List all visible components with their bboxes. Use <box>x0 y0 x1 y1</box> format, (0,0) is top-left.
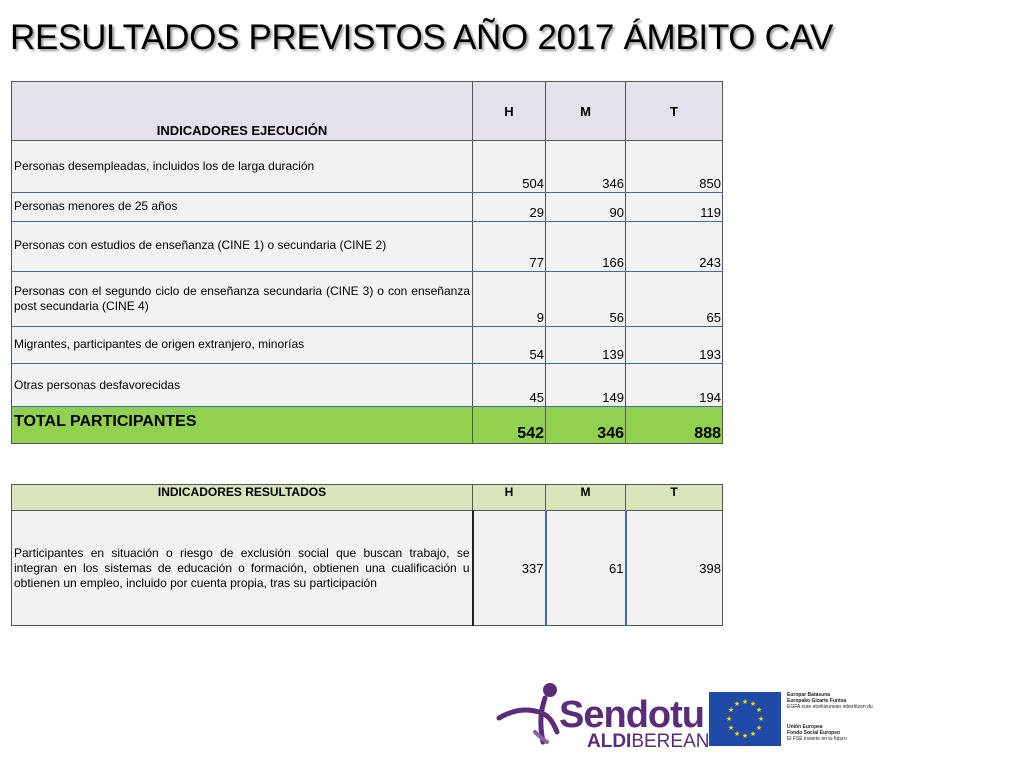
table-header-row <box>12 485 723 511</box>
svg-text:★: ★ <box>757 715 765 723</box>
row-label: Migrantes, participantes de origen extranjero, minorías <box>12 327 473 364</box>
row-label: Personas con el segundo ciclo de enseñanza secundaria (CINE 3) o con enseñanza post secundaria (CINE 4) <box>12 272 473 327</box>
row-h: 54 <box>473 327 546 364</box>
row-label: Personas menores de 25 años <box>12 193 473 222</box>
row-t: 850 <box>626 141 723 193</box>
header-h: H <box>473 82 546 141</box>
eu-line4: Unión Europea <box>787 724 823 730</box>
row-m: 90 <box>546 193 626 222</box>
row-m: 56 <box>546 272 626 327</box>
svg-text:★: ★ <box>727 724 735 732</box>
row-label: Personas desempleadas, incluidos los de larga duración <box>12 141 473 193</box>
svg-text:★: ★ <box>741 732 749 740</box>
svg-text:★: ★ <box>733 700 741 708</box>
svg-text:★: ★ <box>727 706 735 714</box>
header-t: T <box>626 82 723 141</box>
svg-text:★: ★ <box>733 730 741 738</box>
svg-text:★: ★ <box>741 698 749 706</box>
total-row <box>12 407 723 444</box>
svg-text:★: ★ <box>755 724 763 732</box>
row-t: 194 <box>626 364 723 407</box>
eu-fund-text <box>787 692 877 742</box>
row-m: 61 <box>546 511 626 626</box>
page-title: RESULTADOS PREVISTOS AÑO 2017 ÁMBITO CAV <box>10 18 834 57</box>
table-row <box>12 193 723 222</box>
row-label: Participantes en situación o riesgo de exclusión social que buscan trabajo, se integran en los sistemas de educación o formación, obtienen una cualificación u obtienen un empleo, incluido por cuenta propia, tras su participación <box>12 511 473 626</box>
svg-text:★: ★ <box>755 706 763 714</box>
table-row <box>12 222 723 272</box>
row-h: 45 <box>473 364 546 407</box>
total-label: TOTAL PARTICIPANTES <box>12 407 473 444</box>
row-m: 149 <box>546 364 626 407</box>
header-m: M <box>546 485 626 511</box>
table-row <box>12 364 723 407</box>
row-h: 504 <box>473 141 546 193</box>
row-t: 193 <box>626 327 723 364</box>
row-t: 65 <box>626 272 723 327</box>
sendotu-logo-text: Sendotu <box>559 694 704 736</box>
row-h: 9 <box>473 272 546 327</box>
svg-text:★: ★ <box>749 730 757 738</box>
row-t: 243 <box>626 222 723 272</box>
total-t: 888 <box>626 407 723 444</box>
eu-line2: Europako Gizarte Funtsa <box>787 698 847 704</box>
sendotu-sub-berean: BEREAN <box>631 731 710 752</box>
header-indicators-label: INDICADORES EJECUCIÓN <box>12 82 473 141</box>
sendotu-figure-icon <box>495 680 565 750</box>
table-row <box>12 327 723 364</box>
svg-text:★: ★ <box>749 700 757 708</box>
eu-line5: Fondo Social Europeo <box>787 730 841 736</box>
row-m: 166 <box>546 222 626 272</box>
table-row <box>12 511 723 626</box>
eu-line6: El FSE invierte en tu futuro <box>787 736 847 742</box>
total-m: 346 <box>546 407 626 444</box>
result-indicators-table <box>11 484 723 626</box>
sendotu-logo-subtext <box>587 732 709 752</box>
eu-line1: Europar Batasuna <box>787 692 831 698</box>
table-header-row <box>12 82 723 141</box>
row-label: Personas con estudios de enseñanza (CINE 1) o secundaria (CINE 2) <box>12 222 473 272</box>
row-label: Otras personas desfavorecidas <box>12 364 473 407</box>
row-h: 337 <box>473 511 546 626</box>
footer-logos <box>495 680 875 760</box>
row-h: 77 <box>473 222 546 272</box>
header-h: H <box>473 485 546 511</box>
header-t: T <box>626 485 723 511</box>
total-h: 542 <box>473 407 546 444</box>
sendotu-sub-aldi: ALDI <box>587 731 632 752</box>
header-indicators-label: INDICADORES RESULTADOS <box>12 485 473 511</box>
eu-flag-icon <box>709 692 781 746</box>
table-row <box>12 141 723 193</box>
eu-line3: EGFA zure etorkizunean inbertitzen du <box>787 704 873 710</box>
table-row <box>12 272 723 327</box>
row-t: 398 <box>626 511 723 626</box>
row-t: 119 <box>626 193 723 222</box>
execution-indicators-table <box>11 81 723 444</box>
row-m: 346 <box>546 141 626 193</box>
header-m: M <box>546 82 626 141</box>
row-h: 29 <box>473 193 546 222</box>
svg-text:★: ★ <box>725 715 733 723</box>
row-m: 139 <box>546 327 626 364</box>
